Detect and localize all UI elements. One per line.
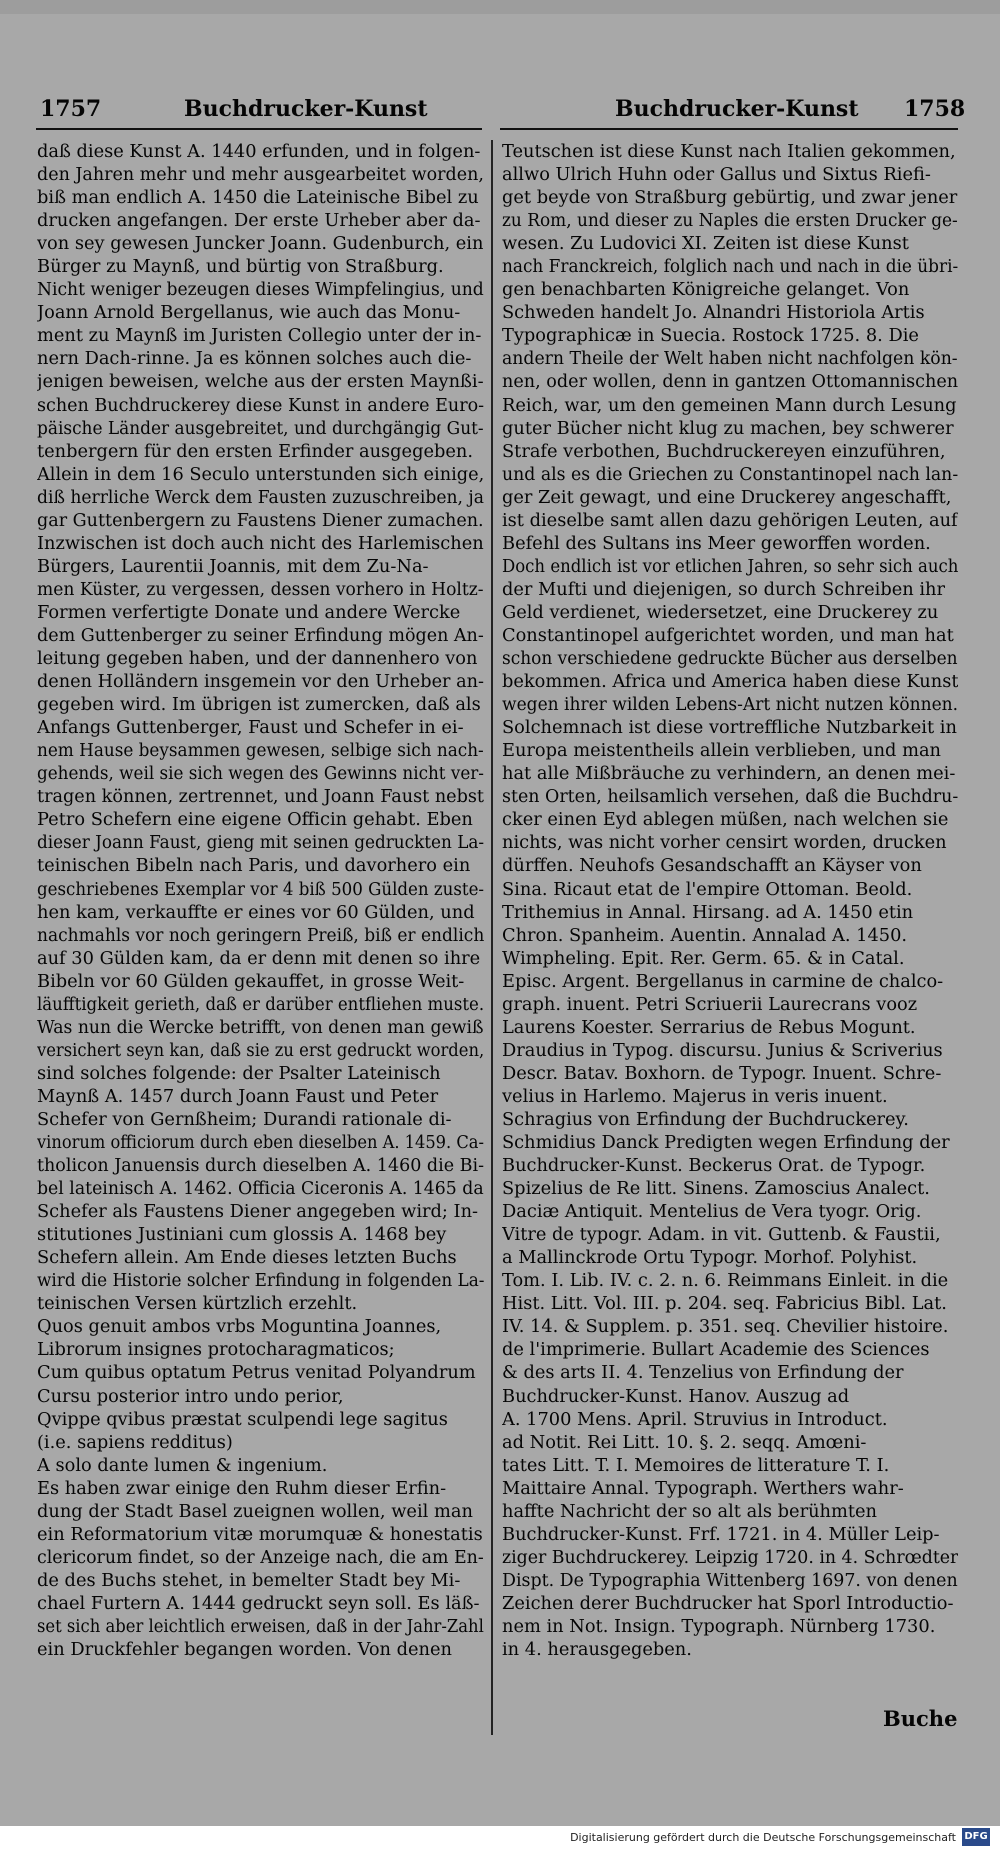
text-line: ger Zeit gewagt, und eine Druckerey angeschafft,	[502, 486, 952, 508]
text-line: stitutiones Justiniani cum glossis A. 1468 bey	[37, 1224, 447, 1246]
text-line: päische Länder ausgebreitet, und durchgängig Gut-	[37, 417, 484, 439]
text-line: Teutschen ist diese Kunst nach Italien gekommen,	[502, 141, 956, 162]
left-text-column	[37, 140, 484, 1661]
text-line: dem Guttenberger zu seiner Erfindung mögen An-	[37, 624, 484, 646]
text-line: Es haben zwar einige den Ruhm dieser Erfin-	[37, 1477, 447, 1499]
text-line: Schefer von Gernßheim; Durandi rationale di-	[37, 1108, 452, 1130]
text-line: schon verschiedene gedruckte Bücher aus derselben	[502, 648, 958, 670]
text-line: versichert seyn kan, daß sie zu erst gedruckt worden,	[37, 1039, 484, 1061]
text-line: Schmidius Danck Predigten wegen Erfindung der	[502, 1132, 950, 1154]
text-line: Constantinopel aufgerichtet worden, und man hat	[502, 624, 954, 646]
text-line: auf 30 Gülden kam, da er denn mit denen so ihre	[37, 947, 481, 969]
text-line: drucken angefangen. Der erste Urheber aber da-	[37, 210, 481, 232]
text-line: Draudius in Typog. discursu. Junius & Scriverius	[502, 1039, 943, 1061]
text-line: Schragius von Erfindung der Buchdruckerey.	[502, 1108, 909, 1130]
text-line: cker einen Eyd ablegen müßen, nach welchen sie	[502, 809, 949, 831]
text-line: biß man endlich A. 1450 die Lateinische Bibel zu	[37, 187, 479, 209]
text-line: ziger Buchdruckerey. Leipzig 1720. in 4. Schrœdter	[502, 1546, 958, 1568]
text-line: Buchdrucker-Kunst. Hanov. Auszug ad	[502, 1385, 850, 1407]
text-line: de l'imprimerie. Bullart Academie des Sciences	[502, 1339, 930, 1361]
text-line: dung der Stadt Basel zueignen wollen, weil man	[37, 1500, 473, 1522]
text-line: gegeben wird. Im übrigen ist zumercken, daß als	[37, 694, 481, 716]
running-title-right: Buchdrucker-Kunst	[615, 96, 859, 122]
text-line: Schefern allein. Am Ende dieses letzten Buchs	[37, 1247, 457, 1269]
text-line: Qvippe qvibus præstat sculpendi lege sagitus	[37, 1408, 448, 1430]
text-line: Schweden handelt Jo. Alnandri Historiola Artis	[502, 302, 925, 324]
text-line: dieser Joann Faust, gieng mit seinen gedruckten La-	[37, 832, 484, 854]
text-line: ein Druckfehler begangen worden. Von denen	[37, 1639, 452, 1661]
text-line: allwo Ulrich Huhn oder Gallus und Sixtus Riefi-	[502, 164, 931, 186]
page-number-right: 1758	[904, 96, 966, 122]
text-line: Wimpheling. Epit. Rer. Germ. 65. & in Catal.	[502, 947, 905, 969]
text-line: wird die Historie solcher Erfindung in folgenden La-	[37, 1270, 484, 1292]
text-line: leitung gegeben haben, und der dannenhero von	[37, 648, 478, 670]
text-line: ment zu Maynß im Juristen Collegio unter der in-	[37, 325, 482, 347]
text-line: nichts, was nicht vorher censirt worden, drucken	[502, 832, 947, 854]
text-line: Trithemius in Annal. Hirsang. ad A. 1450 etin	[502, 901, 914, 923]
text-line: Episc. Argent. Bergellanus in carmine de chalco-	[502, 970, 944, 992]
text-line: Laurens Koester. Serrarius de Rebus Mogunt.	[502, 1016, 916, 1038]
text-line: den Jahren mehr und mehr ausgearbeitet worden,	[37, 164, 484, 186]
text-line: nachmahls vor noch geringern Preiß, biß er endlich	[37, 924, 484, 946]
text-line: Buchdrucker-Kunst. Frf. 1721. in 4. Müller Leip-	[502, 1523, 940, 1545]
text-line: daß diese Kunst A. 1440 erfunden, und in folgen-	[37, 141, 481, 162]
text-line: Geld verdienet, wiedersetzet, eine Druckerey zu	[502, 601, 939, 623]
text-line: ist dieselbe samt allen dazu gehörigen Leuten, auf	[502, 509, 958, 531]
text-line: hat alle Mißbräuche zu verhindern, an denen mei-	[502, 763, 956, 785]
text-line: vinorum officiorum durch eben dieselben A. 1459. Ca-	[37, 1132, 484, 1154]
text-line: Solchemnach ist diese vortreffliche Nutzbarkeit in	[502, 717, 957, 739]
text-line: Cursu posterior intro undo perior,	[37, 1385, 344, 1407]
text-line: der Mufti und diejenigen, so durch Schreiben ihr	[502, 578, 945, 600]
text-line: (i.e. sapiens redditus)	[37, 1431, 233, 1453]
text-line: Quos genuit ambos vrbs Moguntina Joannes,	[37, 1316, 442, 1338]
text-line: haffte Nachricht der so alt als berühmten	[502, 1500, 877, 1522]
text-line: sten Orten, heilsamlich versehen, daß die Buchdru-	[502, 786, 958, 808]
text-line: und als es die Griechen zu Constantinopel nach lan-	[502, 463, 958, 485]
previous-page-edge	[0, 0, 1000, 14]
text-line: Doch endlich ist vor etlichen Jahren, so sehr sich auch	[502, 555, 958, 577]
text-line: denen Holländern insgemein vor den Urheber an-	[37, 671, 484, 693]
page-number-left: 1757	[40, 96, 102, 122]
text-line: Was nun die Wercke betrifft, von denen man gewiß	[37, 1016, 484, 1038]
text-line: bel lateinisch A. 1462. Officia Ciceronis A. 1465 da	[37, 1178, 484, 1200]
text-line: zu Rom, und dieser zu Naples die ersten Drucker ge-	[502, 210, 958, 232]
text-line: Joann Arnold Bergellanus, wie auch das Monu-	[37, 302, 461, 324]
text-line: Librorum insignes protocharagmaticos;	[37, 1339, 395, 1361]
text-line: Bürger zu Maynß, und bürtig von Straßburg.	[37, 256, 444, 278]
text-line: graph. inuent. Petri Scriuerii Laurecrans vooz	[502, 993, 918, 1015]
running-title-left: Buchdrucker-Kunst	[184, 96, 428, 122]
text-line: Hist. Litt. Vol. III. p. 204. seq. Fabricius Bibl. Lat.	[502, 1293, 947, 1315]
right-text-column	[502, 140, 958, 1661]
text-line: Cum quibus optatum Petrus venitad Polyandrum	[37, 1362, 476, 1384]
text-line: hen kam, verkauffte er eines vor 60 Gülden, und	[37, 901, 475, 923]
text-line: guter Bücher nicht klug zu machen, bey schwerer	[502, 417, 954, 439]
header-rule-right	[500, 128, 958, 130]
dfg-logo-icon[interactable]: DFG	[962, 1828, 990, 1846]
text-line: Zeichen derer Buchdrucker hat Sporl Introductio-	[502, 1592, 954, 1614]
text-line: dürffen. Neuhofs Gesandschafft an Käyser von	[502, 855, 922, 877]
text-line: von sey gewesen Juncker Joann. Gudenburch, ein	[37, 233, 484, 255]
text-line: chael Furtern A. 1444 gedruckt seyn soll. Es läß-	[37, 1592, 480, 1614]
text-line: Spizelius de Re litt. Sinens. Zamoscius Analect.	[502, 1178, 930, 1200]
text-line: A solo dante lumen & ingenium.	[37, 1454, 328, 1476]
text-line: sind solches folgende: der Psalter Lateinisch	[37, 1062, 441, 1084]
text-line: teinischen Versen kürtzlich erzehlt.	[37, 1293, 358, 1315]
text-line: nern Dach-rinne. Ja es können solches auch die-	[37, 348, 472, 370]
text-line: gar Guttenbergern zu Faustens Diener zumachen.	[37, 509, 484, 531]
text-line: Inzwischen ist doch auch nicht des Harlemischen	[37, 532, 484, 554]
text-line: ein Reformatorium vitæ morumquæ & honestatis	[37, 1523, 483, 1545]
text-line: set sich aber leichtlich erweisen, daß in der Jahr-Zahl	[37, 1616, 484, 1637]
text-line: get beyde von Straßburg gebürtig, und zwar jener	[502, 187, 958, 209]
text-line: Europa meistentheils allein verblieben, und man	[502, 740, 942, 762]
funding-notice[interactable]: Digitalisierung gefördert durch die Deutsche Forschungsgemeinschaft	[570, 1831, 956, 1844]
text-line: Typographicæ in Suecia. Rostock 1725. 8. Die	[502, 325, 919, 347]
text-line: de des Buchs stehet, in bemelter Stadt bey Mi-	[37, 1569, 461, 1591]
text-line: teinischen Bibeln nach Paris, und davorhero ein	[37, 855, 471, 877]
text-line: diß herrliche Werck dem Fausten zuzuschreiben, ja	[37, 486, 484, 508]
text-line: bekommen. Africa und America haben diese Kunst	[502, 671, 958, 693]
text-line: nem Hause beysammen gewesen, selbige sich nach-	[37, 740, 484, 762]
text-line: a Mallinckrode Ortu Typogr. Morhof. Polyhist.	[502, 1247, 918, 1269]
header-rule-left	[36, 128, 482, 130]
text-line: velius in Harlemo. Majerus in veris inuent.	[502, 1085, 888, 1107]
text-line: tenbergern für den ersten Erfinder ausgegeben.	[37, 440, 473, 462]
text-line: ad Notit. Rei Litt. 10. §. 2. seqq. Amœni-	[502, 1431, 867, 1453]
text-line: Formen verfertigte Donate und andere Wercke	[37, 601, 461, 623]
text-line: nach Franckreich, folglich nach und nach in die übri-	[502, 256, 958, 278]
text-line: Buchdrucker-Kunst. Beckerus Orat. de Typogr.	[502, 1155, 926, 1177]
text-line: Allein in dem 16 Seculo unterstunden sich einige,	[37, 463, 484, 485]
text-line: Schefer als Faustens Diener angegeben wird; In-	[37, 1201, 479, 1223]
text-line: Maynß A. 1457 durch Joann Faust und Peter	[37, 1085, 439, 1107]
text-line: jenigen beweisen, welche aus der ersten Maynßi-	[37, 371, 484, 393]
text-line: clericorum findet, so der Anzeige nach, die am En-	[37, 1546, 484, 1568]
text-line: Strafe verbothen, Buchdruckereyen einzuführen,	[502, 440, 946, 462]
text-line: Descr. Batav. Boxhorn. de Typogr. Inuent. Schre-	[502, 1062, 942, 1084]
text-line: Reich, war, um den gemeinen Mann durch Lesung	[502, 394, 957, 416]
text-line: Petro Schefern eine eigene Officin gehabt. Eben	[37, 809, 473, 831]
text-line: Dispt. De Typographia Wittenberg 1697. von denen	[502, 1569, 958, 1591]
text-line: A. 1700 Mens. April. Struvius in Introduct.	[502, 1408, 888, 1430]
text-line: gehends, weil sie sich wegen des Gewinns nicht ver-	[37, 763, 484, 785]
text-line: Nicht weniger bezeugen dieses Wimpfelingius, und	[37, 279, 484, 301]
text-line: Vitre de typogr. Adam. in vit. Guttenb. & Faustii,	[502, 1224, 941, 1246]
text-line: tragen können, zertrennet, und Joann Faust nebst	[37, 786, 484, 808]
text-line: Bibeln vor 60 Gülden gekauffet, in grosse Weit-	[37, 970, 465, 992]
text-line: wegen ihrer wilden Lebens-Art nicht nutzen können.	[502, 694, 958, 716]
text-line: schen Buchdruckerey diese Kunst in andere Euro-	[37, 394, 484, 416]
text-line: men Küster, zu vergessen, dessen vorhero in Holtz-	[37, 578, 484, 600]
text-line: geschriebenes Exemplar vor 4 biß 500 Gülden zuste-	[37, 878, 484, 900]
text-line: Tom. I. Lib. IV. c. 2. n. 6. Reimmans Einleit. in die	[502, 1270, 949, 1292]
text-line: in 4. herausgegeben.	[502, 1639, 692, 1661]
text-line: tholicon Januensis durch dieselben A. 1460 die Bi-	[37, 1155, 484, 1177]
text-line: nen, oder wollen, denn in gantzen Ottomannischen	[502, 371, 958, 393]
text-line: Sina. Ricaut etat de l'empire Ottoman. Beold.	[502, 878, 913, 900]
text-line: nem in Not. Insign. Typograph. Nürnberg 1730.	[502, 1616, 936, 1637]
catchword: Buche	[883, 1706, 958, 1731]
text-line: IV. 14. & Supplem. p. 351. seq. Chevilier histoire.	[502, 1316, 949, 1338]
text-line: andern Theile der Welt haben nicht nachfolgen kön-	[502, 348, 958, 370]
text-line: Maittaire Annal. Typograph. Werthers wahr-	[502, 1477, 904, 1499]
text-line: Anfangs Guttenberger, Faust und Schefer in ei-	[37, 717, 464, 739]
text-line: Daciæ Antiquit. Mentelius de Vera tyogr. Orig.	[502, 1201, 922, 1223]
column-divider	[491, 140, 493, 1735]
text-line: wesen. Zu Ludovici XI. Zeiten ist diese Kunst	[502, 233, 909, 255]
text-line: & des arts II. 4. Tenzelius von Erfindung der	[502, 1362, 904, 1384]
text-line: gen benachbarten Königreiche gelanget. Von	[502, 279, 910, 301]
text-line: Befehl des Sultans ins Meer geworffen worden.	[502, 532, 931, 554]
text-line: läufftigkeit gerieth, daß er darüber entfliehen muste.	[37, 993, 484, 1015]
text-line: Chron. Spanheim. Auentin. Annalad A. 1450.	[502, 924, 908, 946]
text-line: tates Litt. T. I. Memoires de litterature T. I.	[502, 1454, 890, 1476]
text-line: Bürgers, Laurentii Joannis, mit dem Zu-Na-	[37, 555, 429, 577]
